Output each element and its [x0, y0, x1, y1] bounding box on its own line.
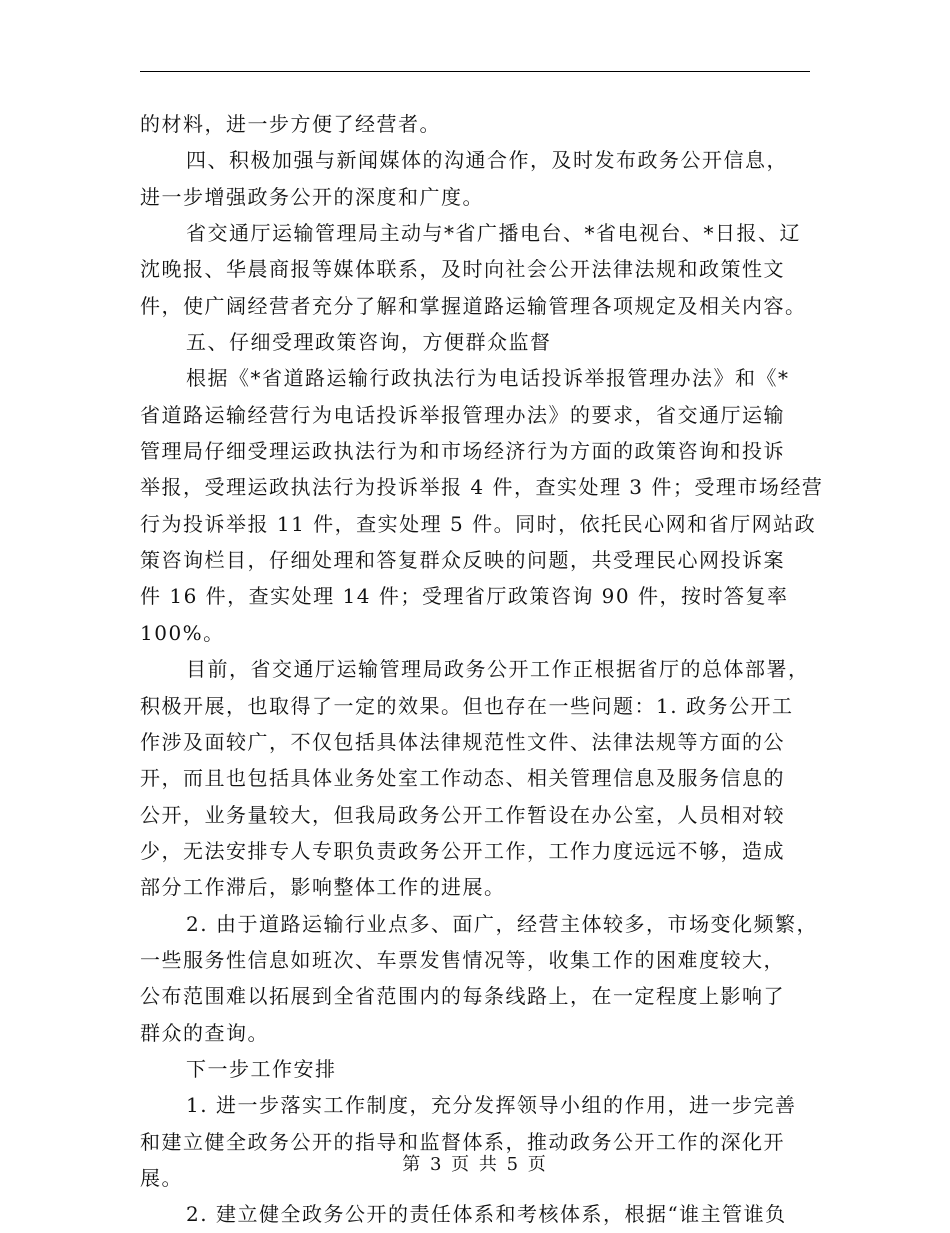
body-line: 进一步增强政务公开的深度和广度。 — [140, 184, 484, 209]
page-footer: 第 3 页 共 5 页 — [402, 1154, 548, 1175]
document-body — [140, 106, 824, 1233]
body-line: 管理局仔细受理运政执法行为和市场经济行为方面的政策咨询和投诉 — [140, 439, 785, 464]
body-line: 开，而且也包括具体业务处室工作动态、相关管理信息及服务信息的 — [140, 766, 785, 791]
body-line: 五、仔细受理政策咨询，方便群众监督 — [186, 330, 552, 355]
body-line: 省道路运输经营行为电话投诉举报管理办法》的要求，省交通厅运输 — [140, 402, 785, 427]
body-line: 的材料，进一步方便了经营者。 — [140, 112, 441, 136]
body-line: 件，使广阔经营者充分了解和掌握道路运输管理各项规定及相关内容。 — [140, 293, 807, 318]
body-line: 群众的查询。 — [140, 1020, 269, 1045]
body-line: 一些服务性信息如班次、车票发售情况等，收集工作的困难度较大， — [140, 947, 785, 972]
body-line: 少，无法安排专人专职负责政务公开工作，工作力度远远不够，造成 — [140, 838, 785, 863]
body-line: 举报，受理运政执法行为投诉举报 4 件，查实处理 3 件；受理市场经营 — [140, 475, 824, 500]
body-line: 展。 — [140, 1165, 183, 1190]
body-line: 沈晚报、华晨商报等媒体联系，及时向社会公开法律法规和政策性文 — [140, 257, 785, 282]
body-line: 四、积极加强与新闻媒体的沟通合作，及时发布政务公开信息， — [186, 148, 788, 173]
header-rule — [140, 71, 810, 72]
body-line: 下一步工作安排 — [186, 1056, 337, 1081]
body-line: 和建立健全政务公开的指导和监督体系，推动政务公开工作的深化开 — [140, 1129, 785, 1154]
body-line: 省交通厅运输管理局主动与*省广播电台、*省电视台、*日报、辽 — [186, 221, 801, 246]
body-line: 公开，业务量较大，但我局政务公开工作暂设在办公室，人员相对较 — [140, 802, 785, 827]
body-line: 作涉及面较广，不仅包括具体法律规范性文件、法律法规等方面的公 — [140, 729, 785, 754]
body-line: 部分工作滞后，影响整体工作的进展。 — [140, 875, 506, 900]
body-line: 件 16 件，查实处理 14 件；受理省厅政策咨询 90 件，按时答复率 — [140, 584, 789, 609]
body-line: 积极开展，也取得了一定的效果。但也存在一些问题：1. 政务公开工 — [140, 693, 794, 718]
body-line: 1. 进一步落实工作制度，充分发挥领导小组的作用，进一步完善 — [186, 1093, 797, 1118]
body-line: 行为投诉举报 11 件，查实处理 5 件。同时，依托民心网和省厅网站政 — [140, 511, 817, 536]
body-line: 策咨询栏目，仔细处理和答复群众反映的问题，共受理民心网投诉案 — [140, 548, 785, 573]
body-line: 2. 由于道路运输行业点多、面广，经营主体较多，市场变化频繁， — [186, 911, 818, 936]
body-line: 2. 建立健全政务公开的责任体系和考核体系，根据“谁主管谁负 — [186, 1202, 787, 1227]
body-line: 目前，省交通厅运输管理局政务公开工作正根据省厅的总体部署， — [186, 657, 810, 682]
body-line: 公布范围难以拓展到全省范围内的每条线路上，在一定程度上影响了 — [140, 984, 785, 1009]
body-line: 100%。 — [140, 620, 225, 645]
body-line: 根据《*省道路运输行政执法行为电话投诉举报管理办法》和《* — [186, 366, 790, 391]
